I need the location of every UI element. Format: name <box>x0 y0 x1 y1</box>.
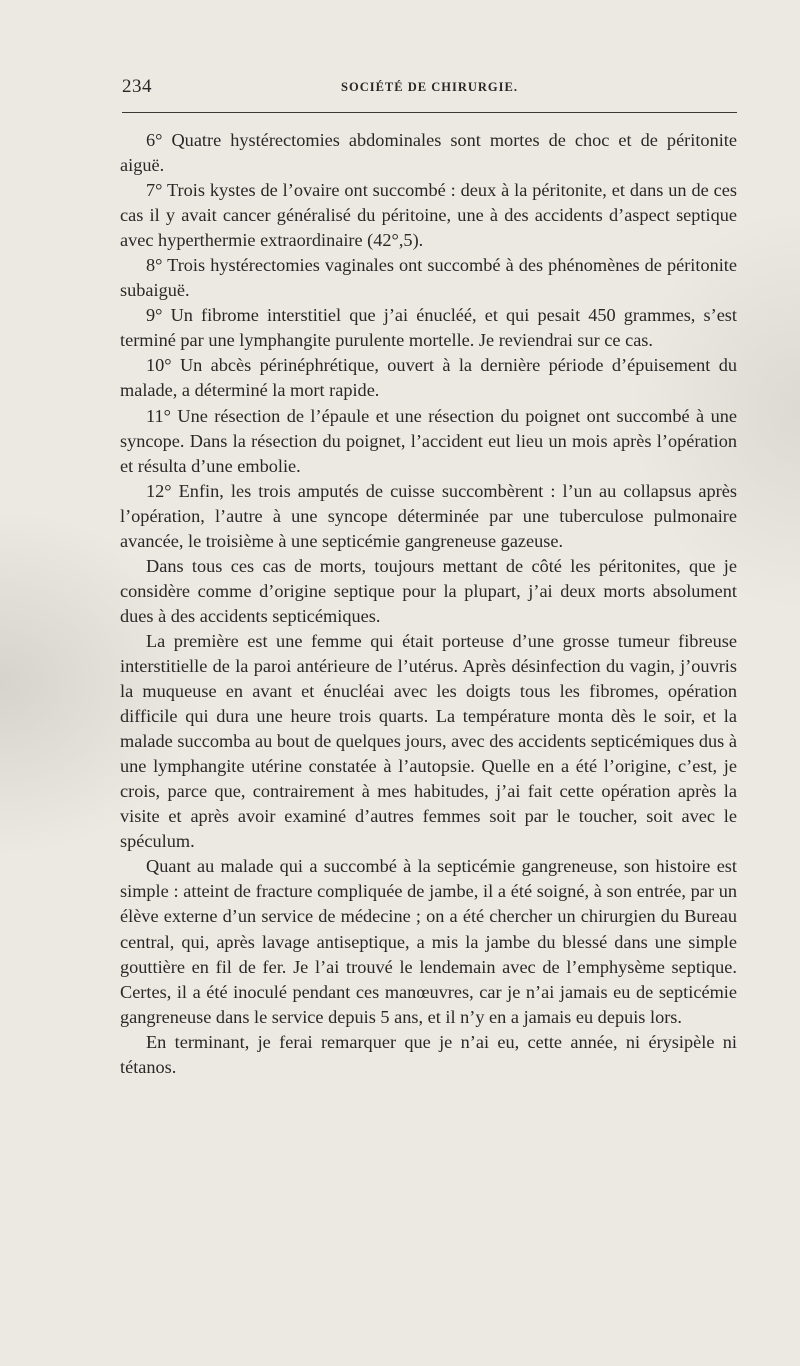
paragraph: En terminant, je ferai remarquer que je n’ai eu, cette année, ni érysipèle ni tétanos. <box>120 1031 737 1077</box>
running-head <box>122 76 737 100</box>
page-number: 234 <box>122 76 152 97</box>
paragraph: 7° Trois kystes de l’ovaire ont succombé : deux à la péritonite, et dans un de ces cas il y avait cancer généralisé du péritoine, une à des accidents d’aspect septique avec hyperthermie extraordinaire (42°,5). <box>120 180 737 251</box>
paragraph: 8° Trois hystérectomies vaginales ont succombé à des phénomènes de péritonite subaiguë. <box>120 255 737 301</box>
paragraph: 9° Un fibrome interstitiel que j’ai énucléé, et qui pesait 450 grammes, s’est terminé par une lymphangite purulente mortelle. Je reviendrai sur ce cas. <box>120 305 737 351</box>
paragraph: 6° Quatre hystérectomies abdominales sont mortes de choc et de péritonite aiguë. <box>120 130 737 176</box>
paragraph: 12° Enfin, les trois amputés de cuisse succombèrent : l’un au collapsus après l’opération, l’autre à une syncope déterminée par une tuberculose pulmonaire avancée, le troisième à une septicémie gangreneuse gazeuse. <box>120 480 737 551</box>
paragraph: Quant au malade qui a succombé à la septicémie gangreneuse, son histoire est simple : atteint de fracture compliquée de jambe, il a été soigné, à son entrée, par un élève externe d’un service de médecine ; on a été chercher un chirurgien du Bureau central, qui, après lavage antiseptique, a mis la jambe du blessé dans une simple gouttière en fil de fer. Je l’ai trouvé le lendemain avec de l’emphysème septique. Certes, il a été inoculé pendant ces manœuvres, car je n’ai jamais eu de septicémie gangreneuse dans le service depuis 5 ans, et il n’y en a jamais eu depuis lors. <box>120 856 737 1027</box>
paragraph: Dans tous ces cas de morts, toujours mettant de côté les péritonites, que je considère comme d’origine septique pour la plupart, j’ai deux morts absolument dues à des accidents septicémiques. <box>120 555 737 626</box>
paragraph: 10° Un abcès périnéphrétique, ouvert à la dernière période d’épuisement du malade, a déterminé la mort rapide. <box>120 355 737 401</box>
header-rule <box>122 112 737 113</box>
running-title: SOCIÉTÉ DE CHIRURGIE. <box>341 80 518 94</box>
paragraph: 11° Une résection de l’épaule et une résection du poignet ont succombé à une syncope. Dans la résection du poignet, l’accident eut lieu un mois après l’opération et résulta d’une embolie. <box>120 405 737 476</box>
body-text <box>120 128 737 1080</box>
paragraph: La première est une femme qui était porteuse d’une grosse tumeur fibreuse interstitielle de la paroi antérieure de l’utérus. Après désinfection du vagin, j’ouvris la muqueuse en avant et énucléai avec les doigts tous les fibromes, opération difficile qui dura une heure trois quarts. La température monta dès le soir, et la malade succomba au bout de quelques jours, avec des accidents septicémiques dus à une lymphangite utérine constatée à l’autopsie. Quelle en a été l’origine, c’est, je crois, parce que, contrairement à mes habitudes, j’ai fait cette opération après la visite et après avoir examiné d’autres femmes soit par le toucher, soit avec le spéculum. <box>120 630 737 852</box>
